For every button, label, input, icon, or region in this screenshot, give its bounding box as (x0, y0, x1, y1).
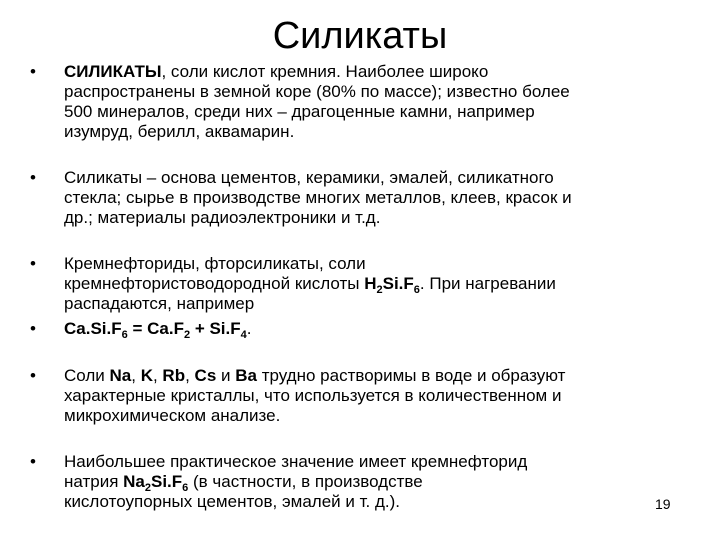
text-run: натрия (64, 472, 124, 491)
bullet-icon: • (30, 366, 36, 385)
bullet-text (64, 254, 684, 314)
bold-text: Ca.Si.F (64, 319, 122, 338)
text-line (64, 406, 684, 426)
subscript: 6 (182, 482, 189, 494)
text-line (64, 62, 684, 82)
bold-text: СИЛИКАТЫ (64, 62, 162, 81)
text-run: кислотоупорных цементов, эмалей и т. д.). (64, 492, 400, 511)
bold-text: Cs (194, 366, 217, 385)
text-run: Соли (64, 366, 110, 385)
text-run: распространены в земной коре (80% по массе); известно более (64, 82, 570, 101)
slide-title: Силикаты (272, 15, 448, 57)
text-run: и (216, 366, 236, 385)
text-run: трудно растворимы в воде и образуют (256, 366, 566, 385)
bullet-text (64, 452, 684, 512)
bold-text: Si.F (382, 274, 414, 293)
bold-text: = Ca.F (127, 319, 184, 338)
bold-text: Ba (235, 366, 257, 385)
text-line (64, 188, 684, 208)
subscript: 2 (144, 482, 151, 494)
text-line (64, 274, 684, 294)
subscript: 6 (121, 329, 128, 341)
text-line (64, 492, 684, 512)
bullet-text (64, 62, 684, 142)
text-run: микрохимическом анализе. (64, 406, 281, 425)
page-number: 19 (655, 496, 671, 512)
text-line (64, 208, 684, 228)
text-line (64, 386, 684, 406)
text-run: Кремнефториды, фторсиликаты, соли (64, 254, 366, 273)
text-run: Наибольшее практическое значение имеет кремнефторид (64, 452, 528, 471)
text-line (64, 452, 684, 472)
bold-text: Si.F (151, 472, 183, 491)
bullet-text (64, 168, 684, 228)
text-line (64, 254, 684, 274)
subscript: 4 (240, 329, 247, 341)
text-run: , (152, 366, 163, 385)
text-line (64, 122, 684, 142)
bullet-icon: • (30, 168, 36, 187)
text-run: кремнефтористоводородной кислоты (64, 274, 365, 293)
text-line (64, 82, 684, 102)
text-line (64, 168, 684, 188)
text-line (64, 366, 684, 386)
text-run: характерные кристаллы, что используется в количественном и (64, 386, 562, 405)
bullet-icon: • (30, 62, 36, 81)
text-run: (в частности, в производстве (188, 472, 423, 491)
text-line (64, 319, 684, 339)
text-run: . При нагревании (419, 274, 556, 293)
text-run: изумруд, берилл, аквамарин. (64, 122, 295, 141)
text-run: 500 минералов, среди них – драгоценные камни, например (64, 102, 535, 121)
bullet-icon: • (30, 452, 36, 471)
bullet-icon: • (30, 254, 36, 273)
text-run: , (131, 366, 141, 385)
bullet-text (64, 366, 684, 426)
text-line (64, 102, 684, 122)
subscript: 6 (413, 284, 420, 296)
bold-text: Na (123, 472, 145, 491)
bullet-text (64, 319, 684, 339)
text-line (64, 294, 684, 314)
bold-text: Rb (162, 366, 186, 385)
subscript: 2 (376, 284, 383, 296)
text-run: др.; материалы радиоэлектроники и т.д. (64, 208, 381, 227)
text-run: Силикаты – основа цементов, керамики, эмалей, силикатного (64, 168, 554, 187)
text-run: , (185, 366, 195, 385)
bold-text: Na (109, 366, 132, 385)
text-run: распадаются, например (64, 294, 255, 313)
text-line (64, 472, 684, 492)
subscript: 2 (183, 329, 191, 341)
bold-text: + Si.F (190, 319, 241, 338)
text-run: . (246, 319, 252, 338)
bold-text: H (364, 274, 377, 293)
text-run: , соли кислот кремния. Наиболее широко (161, 62, 489, 81)
bold-text: K (140, 366, 153, 385)
text-run: стекла; сырье в производстве многих металлов, клеев, красок и (64, 188, 572, 207)
bullet-icon: • (30, 319, 36, 338)
